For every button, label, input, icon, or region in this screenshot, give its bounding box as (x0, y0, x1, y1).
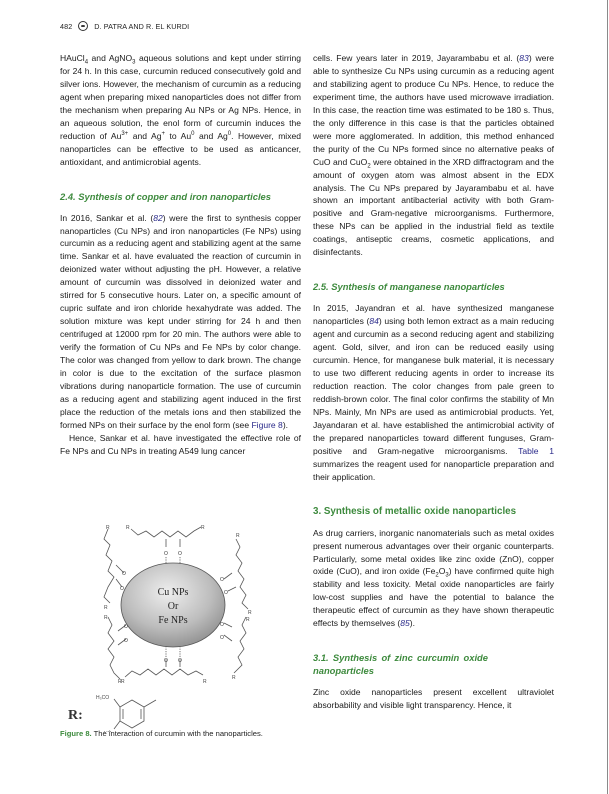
table-1-link[interactable]: Table 1 (518, 445, 554, 456)
publisher-logo-icon (78, 21, 88, 31)
oxygen-label: O (120, 586, 124, 592)
nanoparticle-label-cu: Cu NPs (157, 587, 189, 598)
paragraph-mixed-nps: HAuCl$_4$ and AgNO$_3$ aqueous solutions and kept under stirring for 24 h. In this case, curcumin reduced consecutively gold and silver ions. However, the mechanism of curcumin as a reducing agent when preparing mixed nanoparticles does not differ from the mechanism when preparing Au NPs or Ag NPs. Hence, in an aqueous solution, the enol form of curcumin induces the reduction of $Au^{3+}$ and Ag+ to Au$^0$ and Ag$^0$. However, mixed nanoparticles can be effective to be used as anticancer, antioxidant, and antimicrobial agents. (60, 53, 301, 167)
oxygen-label: O (124, 638, 128, 644)
oxygen-label: O (178, 551, 182, 557)
r-label: R (248, 610, 252, 616)
page-number: 482 (60, 21, 73, 31)
paragraph-copper-iron: In 2016, Sankar et al. (82) were the first to synthesis copper nanoparticles (Cu NPs) and iron nanoparticles (Fe NPs) using curcumin as a reducing agent and stabilizing agent at the same time. Sankar et al. have evaluated the reaction of curcumin in deionized water without adjusting the pH. However, a relative amount of curcumin was dissolved in deionized water and stirred for 5 consecutive hours. Later on, a specific amount of cupric sulfate and iron chloride hexahydrate was added. The solution mixture was kept under stirring for 24 h and then centrifuged at 12000 rpm for 20 min. The authors were able to verify the formation of Cu NPs and Fe NPs by color change. The color was changed from yellow to dark brown. The change in color is due to the excitation of the surface plasmon vibrations during nanoparticle formation. The use of curcumin as a reducing agent and stabilizing agent induced in the first place the reduction of the metals ions and then stabilized the formed NPs on their surface by the enol form (see Figure 8). (60, 212, 301, 430)
oxygen-label: O (178, 658, 182, 664)
r-label: R (104, 615, 108, 621)
citation-link-82[interactable]: 82 (153, 212, 163, 223)
r-label: R (118, 679, 122, 685)
curcumin-nanoparticle-diagram (60, 517, 301, 732)
figure-caption-text: The interaction of curcumin with the nanoparticles. (91, 729, 263, 738)
r-group-label: R: (68, 708, 83, 723)
r-label: R (203, 679, 207, 685)
figure-8 (60, 517, 301, 747)
left-column (60, 52, 301, 458)
page-edge-border (607, 0, 608, 794)
oxygen-label: O (124, 624, 128, 630)
citation-link-84[interactable]: 84 (369, 316, 379, 327)
methoxy-label: H₃CO (96, 695, 110, 701)
oxygen-label: O (164, 551, 168, 557)
oxygen-label: O (164, 658, 168, 664)
paragraph-zinc-oxide: Zinc oxide nanoparticles present excellent ultraviolet absorbability and visible light transparency. Hence, it (313, 687, 554, 711)
r-group-benzene-ring (114, 699, 156, 729)
paragraph-jayarambabu: cells. Few years later in 2019, Jayarambabu et al. (83) were able to synthesize Cu NPs using curcumin as a reducing agent and stabilizing agent to produce Cu NPs. Hence, to reduce the experiment time, the authors have used microwave irradiation. In this case, the reaction time was estimated to be 180 s. Thus, the only difference in this case is that the particles obtained were more agglomerated. In addition, this method enhanced the purity of the Cu NPs formed since no alternative peaks of CuO and CuO$_2$ were obtained in the XRD diffractogram and the amount of oxygen atom was almost absent in the EDX analysis. The Cu NPs prepared by Jayarambabu et al. have shown an important antibacterial activity with both Gram-positive and Gram-negative microorganisms. Furthermore, these NPs can be applied in the industrial field as textile coatings, antiseptic creams, cosmetic applications, and disinfectants. (313, 53, 554, 258)
running-header-authors: D. PATRA AND R. EL KURDI (94, 21, 190, 31)
citation-link-83[interactable]: 83 (519, 53, 529, 63)
r-label: R (121, 679, 125, 685)
oxygen-label: O (122, 571, 126, 577)
section-heading-3: 3. Synthesis of metallic oxide nanoparticles (313, 505, 517, 517)
figure-8-caption (60, 729, 301, 739)
r-label: R (246, 617, 250, 623)
r-label: R (104, 605, 108, 611)
figure-caption-label: Figure 8. (60, 729, 92, 738)
citation-link-85[interactable]: 85 (400, 618, 410, 629)
nanoparticle-label-or: Or (167, 601, 179, 612)
section-heading-2-4: 2.4. Synthesis of copper and iron nanoparticles (60, 190, 271, 202)
r-label: R (126, 525, 130, 531)
right-column (313, 52, 554, 712)
oxygen-label: O (220, 577, 224, 583)
paragraph-sankar-a549: Hence, Sankar et al. have investigated the effective role of Fe NPs and Cu NPs in treating A549 lung cancer (60, 432, 301, 456)
r-label: R (232, 675, 236, 681)
r-label: R (106, 525, 110, 531)
r-label: R (236, 533, 240, 539)
figure-8-link[interactable]: Figure 8 (251, 419, 283, 430)
oxygen-label: O (220, 622, 224, 628)
oxygen-label: O (224, 590, 228, 596)
section-heading-2-5: 2.5. Synthesis of manganese nanoparticles (313, 281, 505, 293)
section-heading-3-1: 3.1. Synthesis of zinc curcumin oxide nanoparticles (313, 652, 488, 677)
oxygen-label: O (220, 635, 224, 641)
running-header (60, 21, 189, 31)
nanoparticle-label-fe: Fe NPs (158, 615, 188, 626)
r-label: R (201, 525, 205, 531)
paragraph-manganese: In 2015, Jayandran et al. have synthesized manganese nanoparticles (84) using both lemon extract as a main reducing agent and curcumin as a second reducing agent and stabilizing agent. Gold, silver, and iron can be reduced easily using curcumin. Hence, for manganese bulk material, it is necessary to use two different reducing agents in order to increase its reduction reaction. The color changes from pale green to reddish-brown color. The final color confirms the stability of Mn NPs. Mainly, Mn NPs are used as antimicrobial products. Yet, Jayandaran et al. have established the antimicrobial activity of the prepared nanoparticles toward different funguses, Gram-positive and Gram-negative microorganisms. Table 1 summarizes the reagent used for nanoparticle preparation and their application. (313, 303, 554, 482)
paragraph-metal-oxides: As drug carriers, inorganic nanomaterials such as metal oxides present numerous advantages over their organic counterparts. Particularly, some metal oxides like zinc oxide (ZnO), copper oxide (CuO), and iron oxide $(Fe_2O_3)$ have confirmed quite high stability and less toxicity. Metal oxide nanoparticles are fairly low-cost supplies and have the potential to balance the therapeutic effect of curcumin as they have shown therapeutic effects by themselves (85). (313, 527, 554, 629)
